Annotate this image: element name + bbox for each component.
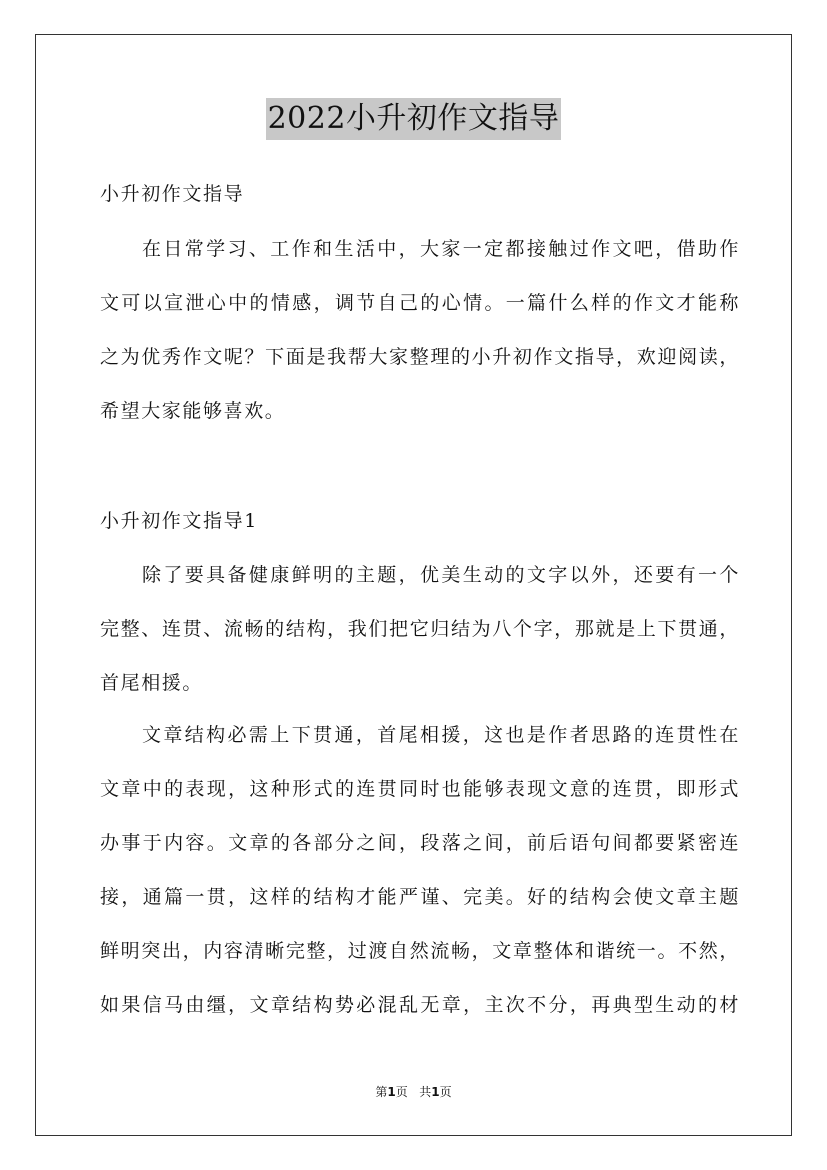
paragraph-line: 办事于内容。文章的各部分之间，段落之间，前后语句间都要紧密连 <box>100 832 740 854</box>
paragraph-line: 之为优秀作文呢？下面是我帮大家整理的小升初作文指导，欢迎阅读， <box>100 346 740 368</box>
section-heading: 小升初作文指导1 <box>100 510 258 532</box>
paragraph-line: 文可以宣泄心中的情感，调节自己的心情。一篇什么样的作文才能称 <box>100 292 740 314</box>
paragraph-line: 鲜明突出，内容清晰完整，过渡自然流畅，文章整体和谐统一。不然， <box>100 940 740 962</box>
page-footer <box>0 1084 827 1100</box>
section-heading: 小升初作文指导 <box>100 183 245 205</box>
total-prefix: 共 <box>419 1085 432 1099</box>
current-page-number: 1 <box>387 1085 396 1099</box>
paragraph-line: 首尾相援。 <box>100 672 204 694</box>
paragraph-line: 除了要具备健康鲜明的主题，优美生动的文字以外，还要有一个 <box>142 564 740 586</box>
page-prefix: 第 <box>375 1085 388 1099</box>
paragraph-line: 文章中的表现，这种形式的连贯同时也能够表现文意的连贯，即形式 <box>100 778 740 800</box>
total-suffix: 页 <box>439 1085 452 1099</box>
total-page-number: 1 <box>431 1085 440 1099</box>
paragraph-line: 希望大家能够喜欢。 <box>100 400 286 422</box>
paragraph-line: 接，通篇一贯，这样的结构才能严谨、完美。好的结构会使文章主题 <box>100 886 740 908</box>
title-container <box>0 98 827 140</box>
paragraph-line: 完整、连贯、流畅的结构，我们把它归结为八个字，那就是上下贯通， <box>100 618 740 640</box>
paragraph-line: 如果信马由缰，文章结构势必混乱无章，主次不分，再典型生动的材 <box>100 994 740 1016</box>
page-suffix: 页 <box>395 1085 408 1099</box>
paragraph-line: 文章结构必需上下贯通，首尾相援，这也是作者思路的连贯性在 <box>142 724 740 746</box>
document-title: 2022小升初作文指导 <box>266 98 562 140</box>
paragraph-line: 在日常学习、工作和生活中，大家一定都接触过作文吧，借助作 <box>142 238 740 260</box>
